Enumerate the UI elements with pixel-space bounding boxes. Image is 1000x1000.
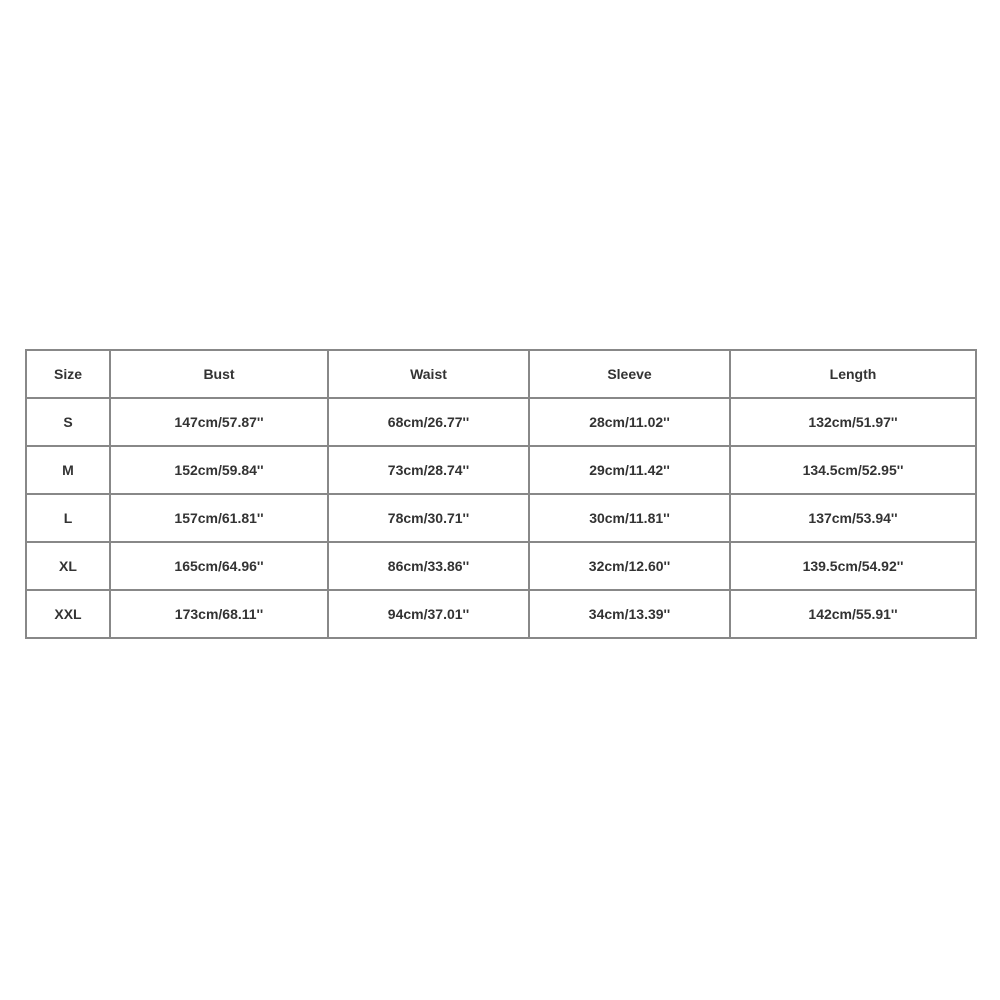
cell-size: S [26, 398, 110, 446]
cell-length: 134.5cm/52.95'' [730, 446, 976, 494]
cell-sleeve: 32cm/12.60'' [529, 542, 730, 590]
cell-sleeve: 30cm/11.81'' [529, 494, 730, 542]
cell-bust: 173cm/68.11'' [110, 590, 328, 638]
cell-waist: 73cm/28.74'' [328, 446, 529, 494]
cell-waist: 94cm/37.01'' [328, 590, 529, 638]
cell-size: XL [26, 542, 110, 590]
table-row [26, 542, 976, 590]
cell-size: L [26, 494, 110, 542]
table-body [26, 398, 976, 638]
table-row [26, 398, 976, 446]
cell-length: 137cm/53.94'' [730, 494, 976, 542]
cell-length: 142cm/55.91'' [730, 590, 976, 638]
cell-size: M [26, 446, 110, 494]
cell-size: XXL [26, 590, 110, 638]
cell-sleeve: 34cm/13.39'' [529, 590, 730, 638]
cell-waist: 86cm/33.86'' [328, 542, 529, 590]
table-row [26, 494, 976, 542]
header-length: Length [730, 350, 976, 398]
table-row [26, 446, 976, 494]
cell-bust: 157cm/61.81'' [110, 494, 328, 542]
size-chart-table [25, 349, 977, 639]
header-waist: Waist [328, 350, 529, 398]
cell-sleeve: 28cm/11.02'' [529, 398, 730, 446]
cell-length: 132cm/51.97'' [730, 398, 976, 446]
table-header [26, 350, 976, 398]
cell-waist: 78cm/30.71'' [328, 494, 529, 542]
header-row [26, 350, 976, 398]
header-sleeve: Sleeve [529, 350, 730, 398]
table-row [26, 590, 976, 638]
header-size: Size [26, 350, 110, 398]
cell-bust: 165cm/64.96'' [110, 542, 328, 590]
header-bust: Bust [110, 350, 328, 398]
cell-length: 139.5cm/54.92'' [730, 542, 976, 590]
cell-sleeve: 29cm/11.42'' [529, 446, 730, 494]
cell-waist: 68cm/26.77'' [328, 398, 529, 446]
cell-bust: 152cm/59.84'' [110, 446, 328, 494]
cell-bust: 147cm/57.87'' [110, 398, 328, 446]
